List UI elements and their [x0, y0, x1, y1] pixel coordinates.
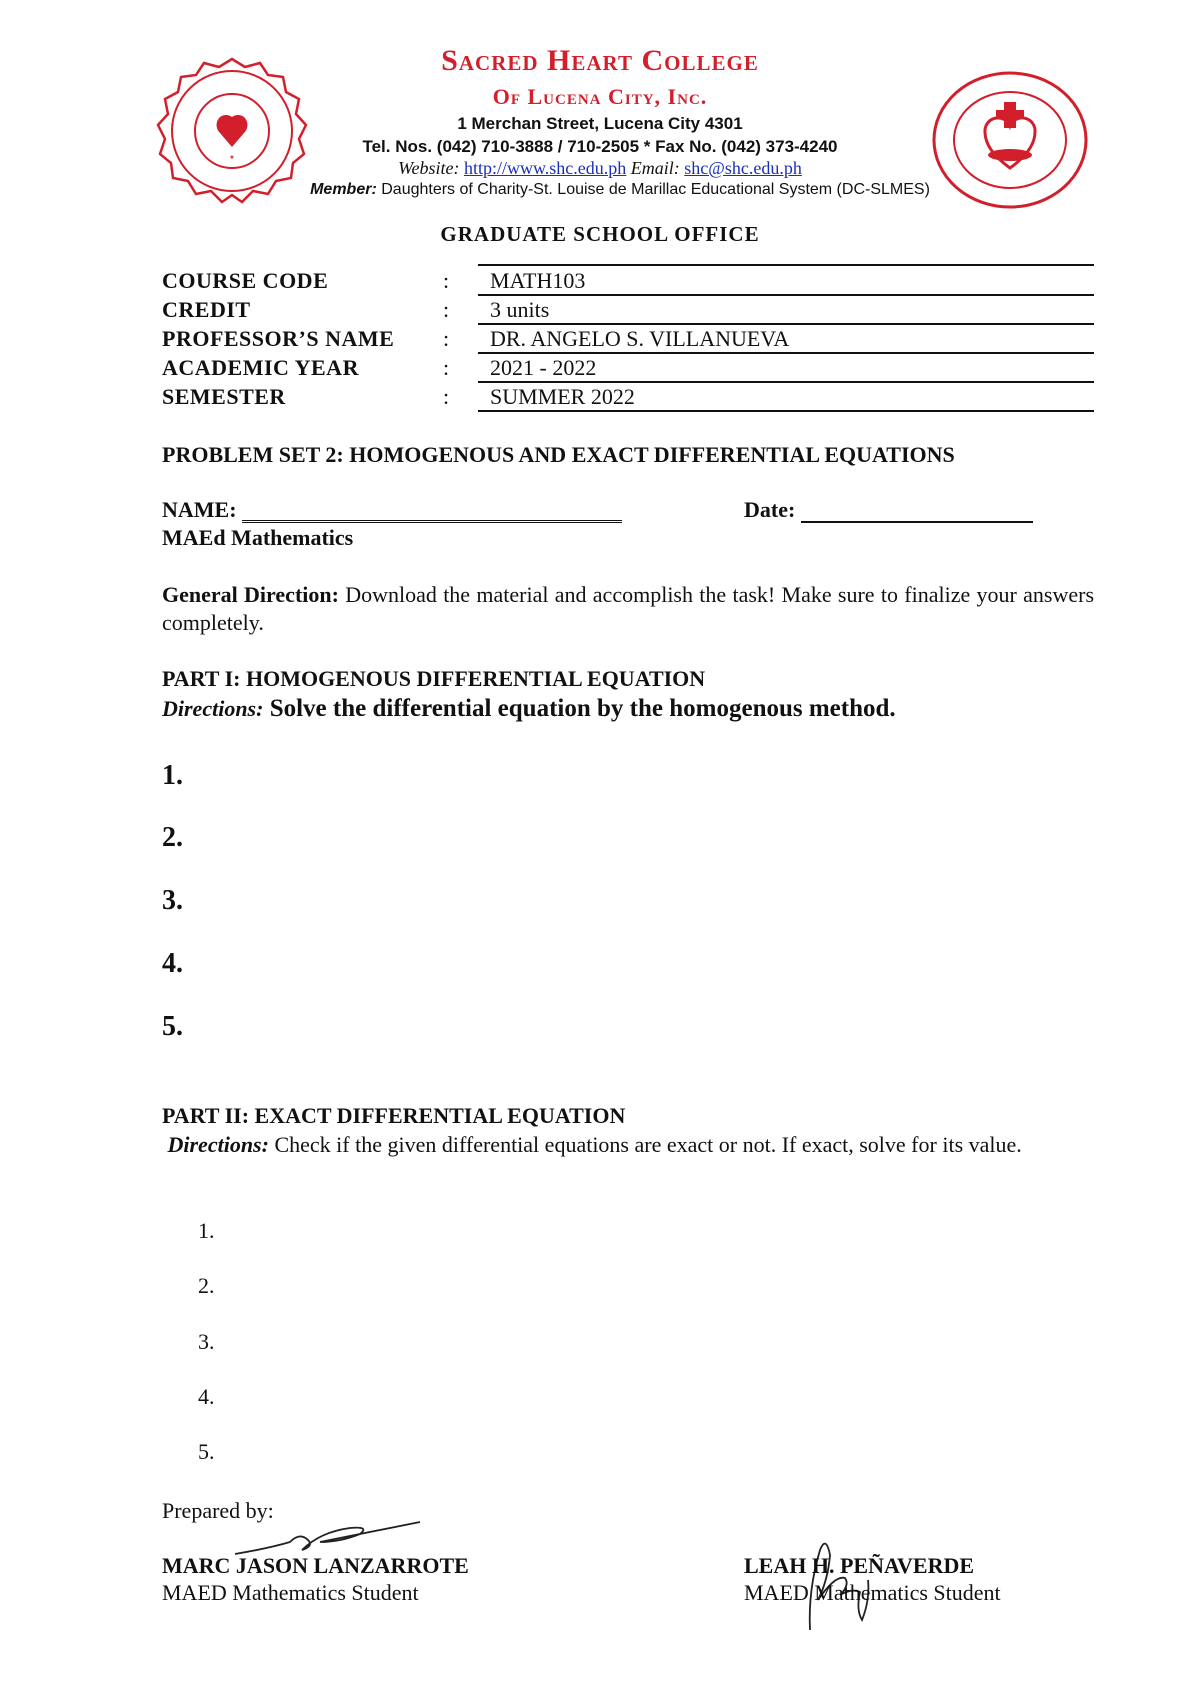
- website-label: Website:: [398, 158, 460, 178]
- college-address: 1 Merchan Street, Lucena City 4301: [457, 114, 743, 133]
- website-link[interactable]: http://www.shc.edu.ph: [463, 158, 627, 178]
- program-name: MAEd Mathematics: [162, 525, 354, 550]
- part2-item-number: 4.: [198, 1384, 215, 1409]
- info-value-academic-year: 2021 - 2022: [490, 355, 597, 380]
- info-rule: [478, 323, 1094, 325]
- college-web-line: [300, 158, 900, 179]
- info-label-professor: PROFESSOR’S NAME: [162, 326, 395, 351]
- part1-item-number: 2.: [162, 822, 183, 853]
- info-colon: :: [443, 326, 450, 351]
- college-contact: Tel. Nos. (042) 710-3888 / 710-2505 * Fax No. (042) 373-4240: [362, 137, 838, 156]
- college-city: Of Lucena City, Inc.: [492, 84, 708, 109]
- college-name: Sacred Heart College: [441, 44, 759, 77]
- part1-directions-text: Solve the differential equation by the homogenous method.: [269, 695, 896, 722]
- info-label-academic-year: ACADEMIC YEAR: [162, 355, 359, 380]
- part1-item-number: 1.: [162, 760, 183, 791]
- part2-directions: [162, 1131, 1094, 1159]
- info-rule: [478, 352, 1094, 354]
- general-direction-text: Download the material and accomplish the task! Make sure to finalize your answers completely.: [162, 582, 1095, 635]
- info-label-credit: CREDIT: [162, 297, 251, 322]
- member-line: [300, 181, 940, 199]
- part2-title: PART II: EXACT DIFFERENTIAL EQUATION: [162, 1103, 626, 1128]
- part2-item-number: 3.: [198, 1329, 215, 1354]
- name-blank[interactable]: [242, 498, 622, 523]
- prepared-by-label: Prepared by:: [162, 1498, 274, 1523]
- part1-title: PART I: HOMOGENOUS DIFFERENTIAL EQUATION: [162, 666, 706, 691]
- info-colon: :: [443, 297, 450, 322]
- info-value-semester: SUMMER 2022: [490, 384, 635, 409]
- svg-text:★: ★: [229, 155, 235, 161]
- office-title: GRADUATE SCHOOL OFFICE: [440, 222, 760, 246]
- email-link[interactable]: shc@shc.edu.ph: [684, 158, 802, 178]
- part2-directions-label: Directions:: [167, 1132, 269, 1157]
- part1-directions: [162, 695, 896, 723]
- info-label-course-code: COURSE CODE: [162, 268, 329, 293]
- info-rule-top: [478, 264, 1094, 266]
- part1-item-number: 4.: [162, 948, 183, 979]
- part1-item-number: 3.: [162, 885, 183, 916]
- member-text: Daughters of Charity-St. Louise de Marillac Educational System (DC-SLMES): [381, 181, 930, 198]
- name-field: [162, 497, 622, 523]
- general-direction-label: General Direction:: [162, 582, 339, 607]
- info-rule: [478, 294, 1094, 296]
- part1-directions-label: Directions:: [162, 696, 264, 721]
- member-label: Member:: [310, 181, 377, 198]
- date-blank[interactable]: [801, 499, 1033, 523]
- part2-item-number: 1.: [198, 1218, 215, 1243]
- info-colon: :: [443, 384, 450, 409]
- info-value-credit: 3 units: [490, 297, 550, 322]
- info-label-semester: SEMESTER: [162, 384, 286, 409]
- general-direction: [162, 581, 1094, 637]
- date-label: Date:: [744, 497, 796, 522]
- name-label: NAME:: [162, 497, 237, 522]
- info-value-professor: DR. ANGELO S. VILLANUEVA: [490, 326, 790, 351]
- signatory-2-name: LEAH H. PEÑAVERDE: [744, 1553, 975, 1578]
- info-rule: [478, 381, 1094, 383]
- part2-item-number: 2.: [198, 1273, 215, 1298]
- email-label: Email:: [630, 158, 680, 178]
- part1-item-number: 5.: [162, 1011, 183, 1042]
- info-value-course-code: MATH103: [490, 268, 586, 293]
- signatory-2-role: MAED Mathematics Student: [744, 1580, 1001, 1605]
- info-colon: :: [443, 355, 450, 380]
- part2-directions-text: Check if the given differential equations are exact or not. If exact, solve for its value.: [274, 1132, 1022, 1157]
- graduate-school-seal-right-logo: [930, 70, 1090, 210]
- signatory-1-name: MARC JASON LANZARROTE: [162, 1553, 469, 1578]
- info-rule: [478, 410, 1094, 412]
- college-seal-left-logo: [150, 55, 315, 210]
- info-colon: :: [443, 268, 450, 293]
- date-field: [744, 497, 1033, 523]
- signatory-1-role: MAED Mathematics Student: [162, 1580, 419, 1605]
- part2-item-number: 5.: [198, 1439, 215, 1464]
- problem-set-title: PROBLEM SET 2: HOMOGENOUS AND EXACT DIFFERENTIAL EQUATIONS: [162, 442, 955, 467]
